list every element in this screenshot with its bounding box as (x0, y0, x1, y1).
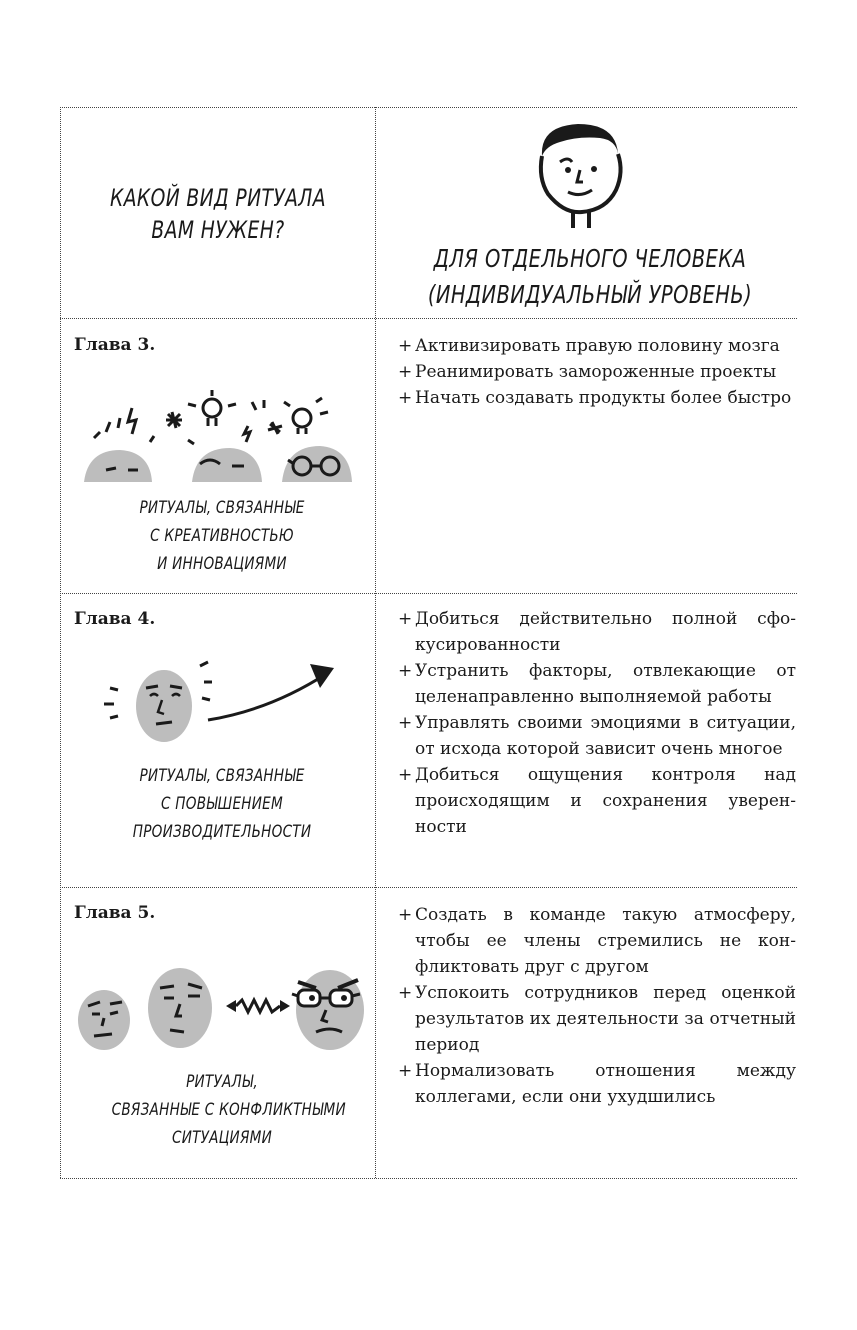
row-caption-line: С КРЕАТИВНОСТЬЮ (150, 526, 294, 546)
header-level-line: ДЛЯ ОТДЕЛЬНОГО ЧЕЛОВЕКА (433, 244, 747, 273)
bullet-marker: + (398, 765, 413, 785)
bullet-text: Нормализовать отношения между коллегами, если они ухудшились (415, 1061, 796, 1107)
table-border-bottom (60, 1178, 797, 1179)
row-caption-line: И ИННОВАЦИЯМИ (157, 554, 287, 574)
row-caption-line: РИТУАЛЫ, (186, 1072, 258, 1092)
bullet-marker: + (398, 609, 413, 629)
row-caption-line: РИТУАЛЫ, СВЯЗАННЫЕ (139, 498, 305, 518)
header-level (426, 241, 754, 313)
table-column-divider (375, 107, 376, 1178)
row-caption-line: ПРОИЗВОДИТЕЛЬНОСТИ (132, 822, 312, 842)
row-caption (112, 762, 333, 846)
bullet-list (398, 333, 796, 411)
bullet-marker: + (398, 661, 413, 681)
header-level-line: (ИНДИВИДУАЛЬНЫЙ УРОВЕНЬ) (427, 280, 753, 309)
bullet-marker: + (398, 362, 413, 382)
bullet-text: Управлять своими эмоциями в ситуации, от исхода которой зависит очень многое (415, 713, 796, 759)
bullet-marker: + (398, 336, 413, 356)
bullet-marker: + (398, 1061, 413, 1081)
header-question-line: КАКОЙ ВИД РИТУАЛА (110, 184, 326, 212)
bullet-text: Успокоить сотрудников перед оценкой результатов их деятельности за отчетный период (415, 983, 796, 1055)
bullet-marker: + (398, 905, 413, 925)
table-row-divider (60, 318, 797, 319)
list-item (398, 658, 796, 710)
bullet-text: Начать создавать продукты более быстро (415, 388, 792, 408)
row-caption (111, 1068, 346, 1152)
person-face-icon (530, 118, 630, 230)
header-question-line: ВАМ НУЖЕН? (151, 216, 285, 244)
row-caption-line: СВЯЗАННЫЕ С КОНФЛИКТНЫМИ (111, 1100, 346, 1120)
table-border-left (60, 107, 61, 1178)
bullet-marker: + (398, 713, 413, 733)
list-item (398, 606, 796, 658)
bullet-text: Добиться ощущения контроля над происходящим и сохранения уверенности (415, 765, 796, 837)
chapter-label: Глава 3. (74, 335, 156, 355)
creative-heads-icon (84, 392, 360, 484)
chapter-label: Глава 5. (74, 903, 156, 923)
chapter-label: Глава 4. (74, 609, 156, 629)
bullet-marker: + (398, 388, 413, 408)
bullet-text: Устранить факторы, отвлекающие от целенаправленно выполняемой работы (415, 661, 796, 707)
list-item (398, 359, 796, 385)
bullet-list (398, 606, 796, 840)
list-item (398, 762, 796, 840)
row-caption-line: С ПОВЫШЕНИЕМ (161, 794, 283, 814)
bullet-list (398, 902, 796, 1110)
bullet-text: Активизировать правую половину мозга (415, 336, 780, 356)
table-row-divider (60, 593, 797, 594)
bullet-text: Реанимировать замороженные проекты (415, 362, 777, 382)
conflict-faces-icon (76, 960, 366, 1056)
list-item (398, 980, 796, 1058)
bullet-text: Создать в команде такую атмосферу, чтобы ее члены стремились не конфликтовать друг с другом (415, 905, 796, 977)
list-item (398, 902, 796, 980)
table-border-top (60, 107, 797, 108)
row-caption-line: РИТУАЛЫ, СВЯЗАННЫЕ (139, 766, 305, 786)
list-item (398, 385, 796, 411)
table-row-divider (60, 887, 797, 888)
header-question (103, 182, 334, 246)
bullet-text: Добиться действительно полной сфокусированности (415, 609, 796, 655)
bullet-marker: + (398, 983, 413, 1003)
list-item (398, 333, 796, 359)
list-item (398, 1058, 796, 1110)
face-arrow-icon (100, 658, 340, 748)
row-caption-line: СИТУАЦИЯМИ (171, 1128, 273, 1148)
list-item (398, 710, 796, 762)
row-caption (112, 494, 333, 578)
